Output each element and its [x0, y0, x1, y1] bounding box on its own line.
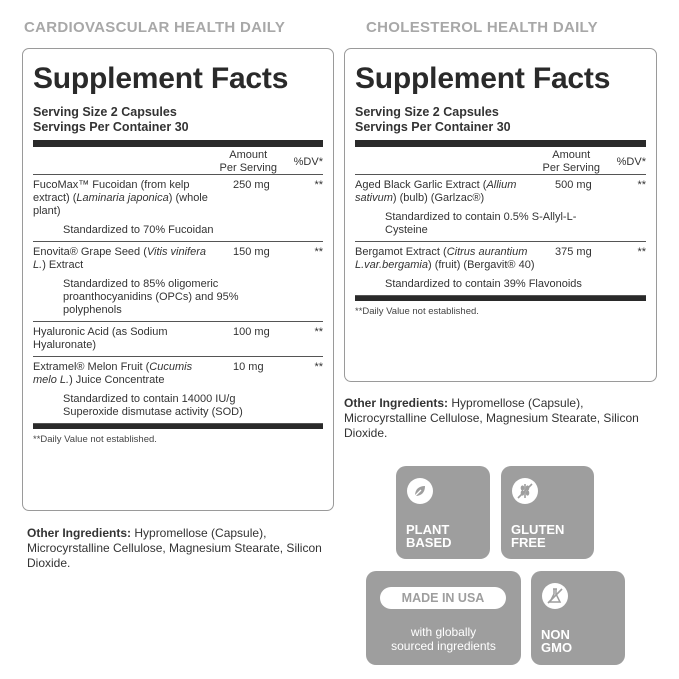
footnote: **Daily Value not established.: [355, 306, 479, 317]
ingredient-standardization: Standardized to contain 39% Flavonoids: [385, 278, 582, 290]
divider-thick: [33, 140, 323, 147]
supplement-facts-panel-cardiovascular: [22, 48, 334, 511]
ingredient-row: [33, 357, 323, 424]
ingredient-amount: 100 mg: [233, 326, 270, 338]
amount-header: [543, 149, 600, 175]
ingredient-name: Hyaluronic Acid (as Sodium Hyaluronate): [33, 326, 168, 351]
ingredient-dv: **: [314, 326, 323, 338]
other-ingredients-text: Hypromellose (Capsule), Microcyrstalline Cellulose, Magnesium Stearate, Silicon Dioxide.: [27, 526, 322, 570]
serving-info: [355, 105, 646, 135]
ingredient-standardization: Standardized to contain 14000 IU/g Superoxide dismutase activity (SOD): [63, 393, 243, 418]
made-in-usa-badge: [366, 571, 521, 665]
supplement-facts-title: Supplement Facts: [355, 62, 611, 95]
ingredient-amount: 250 mg: [233, 179, 270, 191]
ingredient-dv: **: [637, 246, 646, 258]
gluten-free-label: GLUTEN FREE: [511, 522, 565, 550]
amount-header-line2: Per Serving: [542, 162, 600, 174]
serving-size: Serving Size 2 Capsules: [33, 105, 177, 119]
no-wheat-icon: [512, 478, 538, 504]
ingredient-amount: 150 mg: [233, 246, 270, 258]
other-ingredients-text: Hypromellose (Capsule), Microcyrstalline Cellulose, Magnesium Stearate, Silicon Dioxide.: [344, 396, 639, 440]
ingredient-row: [33, 322, 323, 357]
plant-based-badge: [396, 466, 490, 559]
ingredient-dv: **: [637, 179, 646, 191]
amount-header: [220, 149, 277, 175]
ingredient-row: [355, 242, 646, 296]
amount-header-line1: Amount: [229, 149, 268, 161]
divider-bottom: [33, 424, 323, 429]
servings-per-container: Servings Per Container 30: [355, 120, 511, 134]
gluten-free-badge: [501, 466, 594, 559]
plant-based-label: PLANT BASED: [406, 522, 452, 550]
other-ingredients-label: Other Ingredients:: [27, 526, 132, 540]
ingredient-standardization: Standardized to 70% Fucoidan: [63, 224, 214, 236]
ingredient-row: [33, 175, 323, 242]
ingredient-name: Extramel® Melon Fruit (Cucumis melo L.) Juice Concentrate: [33, 361, 193, 386]
ingredient-standardization: Standardized to contain 0.5% S-Allyl-L-Cysteine: [385, 211, 577, 236]
non-gmo-badge: [531, 571, 625, 665]
amount-header-line2: Per Serving: [219, 162, 277, 174]
divider-bottom: [355, 296, 646, 301]
serving-info: [33, 105, 323, 135]
dv-header: %DV*: [616, 156, 646, 168]
supplement-facts-title: Supplement Facts: [33, 62, 289, 95]
other-ingredients-cholesterol: [344, 396, 654, 441]
amount-header-line1: Amount: [552, 149, 591, 161]
no-flask-icon: [542, 583, 568, 609]
dv-header: %DV*: [293, 156, 323, 168]
ingredient-amount: 500 mg: [555, 179, 592, 191]
ingredient-dv: **: [314, 246, 323, 258]
ingredient-amount: 375 mg: [555, 246, 592, 258]
ingredient-standardization: Standardized to 85% oligomeric proanthocyanidins (OPCs) and 95% polyphenols: [63, 278, 239, 316]
ingredient-name: Bergamot Extract (Citrus aurantium L.var.bergamia) (fruit) (Bergavit® 40): [355, 246, 535, 271]
other-ingredients-label: Other Ingredients:: [344, 396, 449, 410]
made-in-usa-pill: MADE IN USA: [380, 587, 506, 609]
ingredient-name: Aged Black Garlic Extract (Allium sativum) (bulb) (Garlzac®): [355, 179, 517, 204]
serving-size: Serving Size 2 Capsules: [355, 105, 499, 119]
divider-thick: [355, 140, 646, 147]
cholesterol-heading: CHOLESTEROL HEALTH DAILY: [366, 19, 598, 36]
servings-per-container: Servings Per Container 30: [33, 120, 189, 134]
facts-header: [33, 147, 323, 175]
cardiovascular-heading: CARDIOVASCULAR HEALTH DAILY: [24, 19, 286, 36]
ingredient-dv: **: [314, 361, 323, 373]
facts-header: [355, 147, 646, 175]
non-gmo-label: NON GMO: [541, 627, 573, 655]
ingredient-name: FucoMax™ Fucoidan (from kelp extract) (Laminaria japonica) (whole plant): [33, 179, 208, 217]
other-ingredients-cardiovascular: [27, 526, 327, 571]
ingredient-amount: 10 mg: [233, 361, 264, 373]
leaf-icon: [407, 478, 433, 504]
ingredient-name: Enovita® Grape Seed (Vitis vinifera L.) Extract: [33, 246, 206, 271]
ingredient-row: [33, 242, 323, 322]
supplement-facts-panel-cholesterol: [344, 48, 657, 382]
made-in-usa-subtext: with globally sourced ingredients: [391, 625, 496, 653]
ingredient-dv: **: [314, 179, 323, 191]
ingredient-row: [355, 175, 646, 242]
footnote: **Daily Value not established.: [33, 434, 157, 445]
